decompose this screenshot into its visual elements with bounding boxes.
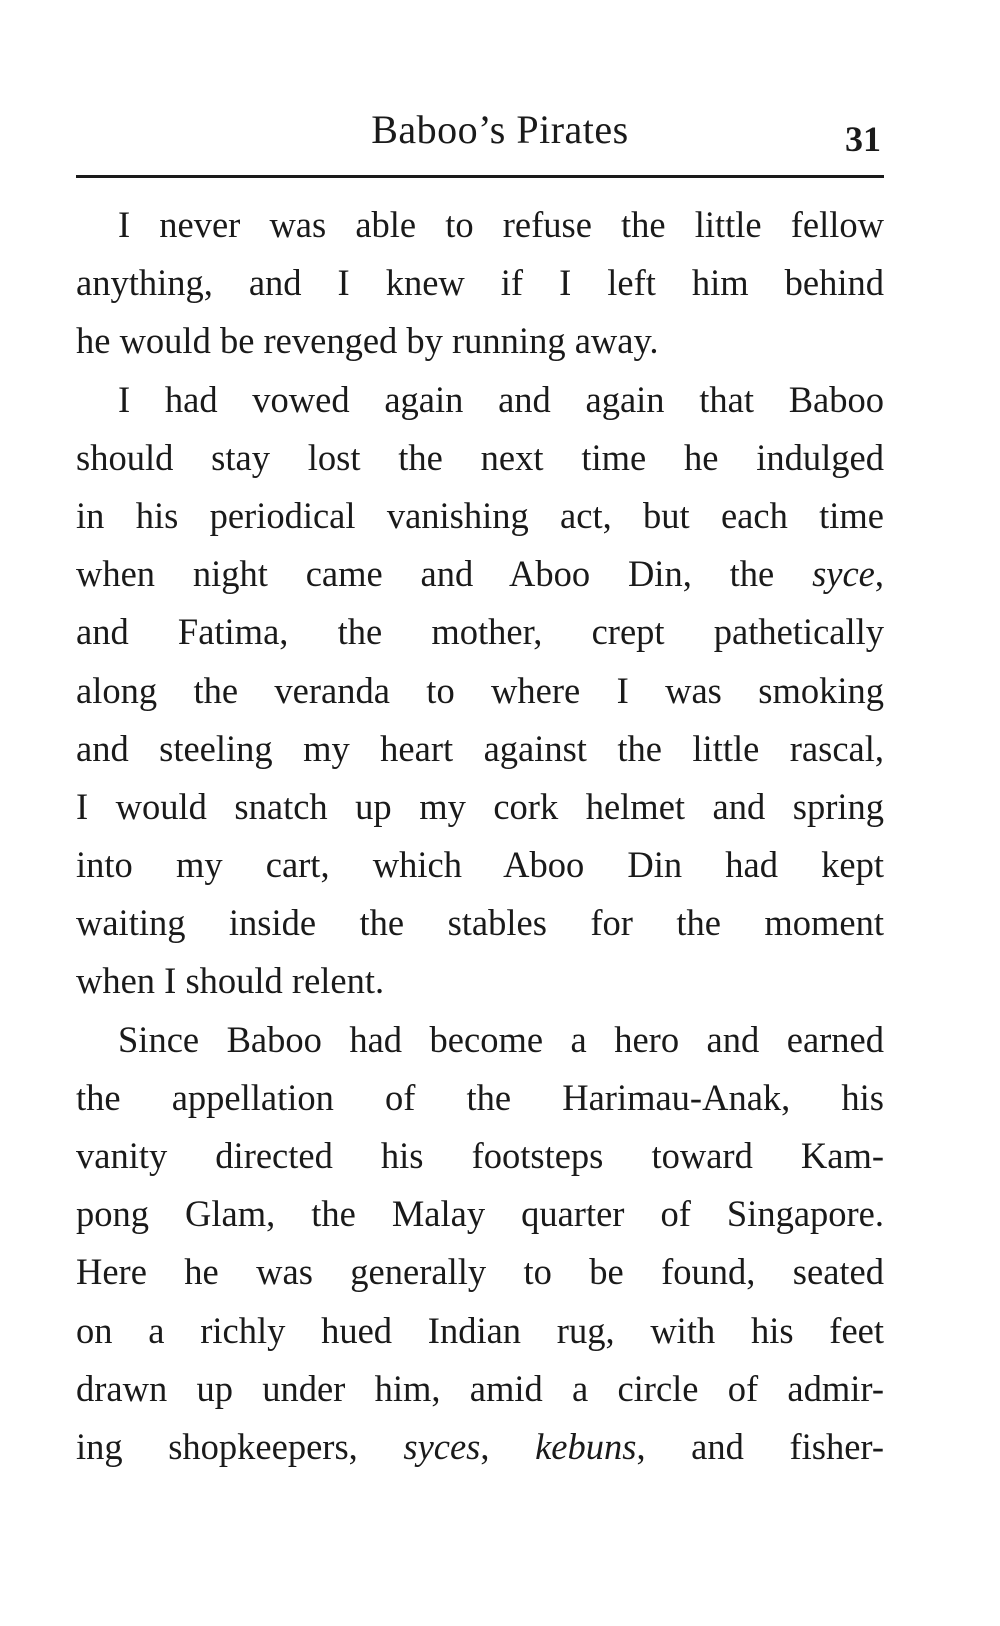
italic-word: kebuns (535, 1425, 637, 1467)
text-line: and steeling my heart against the little rascal, (76, 727, 884, 769)
text-line: into my cart, which Aboo Din had kept (76, 844, 884, 886)
italic-word: syce (812, 553, 875, 595)
text-line: waiting inside the stables for the moment (76, 902, 884, 944)
text-line: the appellation of the Harimau-Anak, his (76, 1076, 884, 1118)
text-fragment: , (874, 553, 884, 595)
text-line: I had vowed again and again that Baboo (118, 378, 884, 420)
text-line: should stay lost the next time he indulged (76, 436, 884, 478)
page-number: 31 (845, 119, 881, 159)
text-line: pong Glam, the Malay quarter of Singapore. (76, 1193, 884, 1235)
text-fragment: ing shopkeepers, (76, 1425, 404, 1467)
italic-word: syces (403, 1425, 481, 1467)
header-rule (76, 175, 884, 178)
text-line: drawn up under him, amid a circle of admir- (76, 1367, 884, 1409)
text-fragment: , (480, 1425, 536, 1467)
text-fragment: when night came and Aboo Din, the (76, 553, 813, 595)
text-line: and Fatima, the mother, crept pathetically (76, 611, 884, 653)
text-line: Since Baboo had become a hero and earned (118, 1018, 884, 1060)
body-text (76, 196, 884, 1476)
text-line: Here he was generally to be found, seated (76, 1251, 884, 1293)
text-line: when I should relent. (76, 960, 385, 1002)
running-title: Baboo’s Pirates (371, 107, 629, 152)
running-head (0, 100, 1000, 160)
text-line: he would be revenged by running away. (76, 320, 659, 362)
text-line: I never was able to refuse the little fellow (118, 204, 884, 245)
text-line: I would snatch up my cork helmet and spring (76, 785, 884, 827)
text-line: anything, and I knew if I left him behind (76, 262, 884, 304)
text-line: along the veranda to where I was smoking (76, 669, 884, 711)
text-line: in his periodical vanishing act, but each time (76, 494, 884, 536)
text-line: vanity directed his footsteps toward Kam- (76, 1135, 884, 1176)
text-line-with-italic (76, 1418, 884, 1476)
text-line-with-italic (76, 545, 884, 603)
text-fragment: , and fisher- (636, 1425, 885, 1467)
text-line: on a richly hued Indian rug, with his feet (76, 1309, 884, 1351)
